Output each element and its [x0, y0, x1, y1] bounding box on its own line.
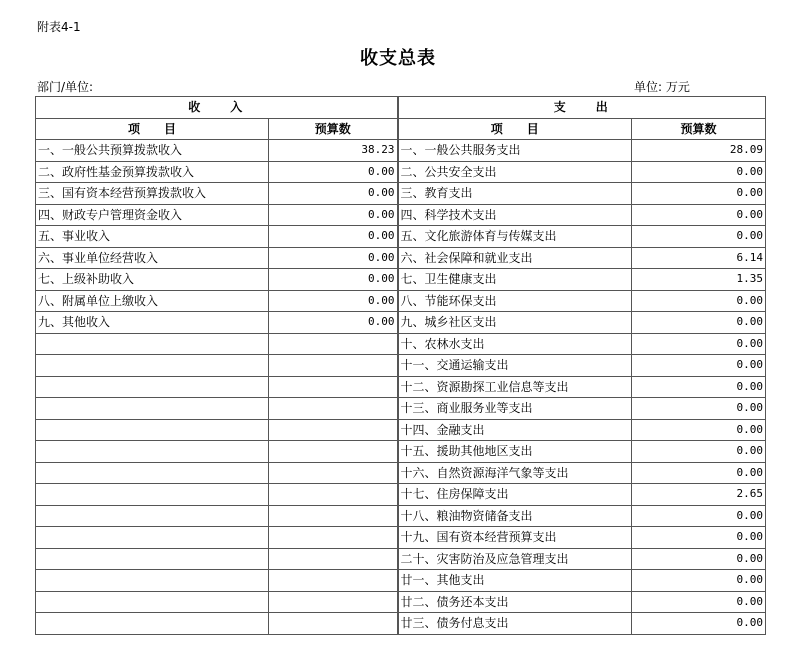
expense-value-cell: 0.00: [632, 419, 766, 441]
expense-value-cell: 0.00: [632, 161, 766, 183]
income-item-cell: [36, 505, 269, 527]
income-value-cell: [269, 376, 398, 398]
table-row: [36, 269, 766, 291]
table-row: [36, 355, 766, 377]
income-value-cell: [269, 462, 398, 484]
expense-item-cell: 二十、灾害防治及应急管理支出: [398, 548, 632, 570]
income-item-header: 项 目: [36, 118, 269, 140]
income-item-cell: 二、政府性基金预算拨款收入: [36, 161, 269, 183]
expense-value-cell: 0.00: [632, 204, 766, 226]
income-header: 收 入: [36, 97, 398, 119]
income-item-cell: 七、上级补助收入: [36, 269, 269, 291]
table-row: [36, 140, 766, 162]
expense-item-cell: 二、公共安全支出: [398, 161, 632, 183]
table-row: [36, 484, 766, 506]
income-value-cell: 0.00: [269, 226, 398, 248]
income-item-cell: [36, 462, 269, 484]
expense-item-cell: 八、节能环保支出: [398, 290, 632, 312]
expense-item-cell: 十一、交通运输支出: [398, 355, 632, 377]
expense-value-cell: 2.65: [632, 484, 766, 506]
income-item-cell: 五、事业收入: [36, 226, 269, 248]
income-item-cell: [36, 484, 269, 506]
expense-item-cell: 三、教育支出: [398, 183, 632, 205]
table-row: [36, 333, 766, 355]
expense-item-cell: 十、农林水支出: [398, 333, 632, 355]
expense-value-cell: 0.00: [632, 333, 766, 355]
expense-item-cell: 十三、商业服务业等支出: [398, 398, 632, 420]
expense-value-cell: 0.00: [632, 548, 766, 570]
expense-budget-header: 预算数: [632, 118, 766, 140]
income-item-cell: [36, 398, 269, 420]
income-item-cell: [36, 613, 269, 635]
income-item-cell: [36, 419, 269, 441]
table-row: [36, 312, 766, 334]
expense-value-cell: 0.00: [632, 591, 766, 613]
income-item-cell: 三、国有资本经营预算拨款收入: [36, 183, 269, 205]
income-value-cell: [269, 591, 398, 613]
table-row: [36, 441, 766, 463]
table-row: [36, 462, 766, 484]
expense-header: 支 出: [398, 97, 766, 119]
table-row: [36, 290, 766, 312]
expense-value-cell: 0.00: [632, 226, 766, 248]
table-row: [36, 247, 766, 269]
income-item-cell: [36, 441, 269, 463]
income-value-cell: [269, 484, 398, 506]
income-value-cell: [269, 527, 398, 549]
expense-item-cell: 十六、自然资源海洋气象等支出: [398, 462, 632, 484]
table-row: [36, 183, 766, 205]
income-item-cell: [36, 333, 269, 355]
expense-item-cell: 四、科学技术支出: [398, 204, 632, 226]
income-value-cell: 38.23: [269, 140, 398, 162]
income-budget-header: 预算数: [269, 118, 398, 140]
unit-label: 单位: 万元: [634, 80, 690, 94]
expense-item-cell: 九、城乡社区支出: [398, 312, 632, 334]
expense-item-cell: 十九、国有资本经营预算支出: [398, 527, 632, 549]
table-row: [36, 505, 766, 527]
page-title: 收支总表: [360, 48, 436, 69]
expense-value-cell: 6.14: [632, 247, 766, 269]
income-item-cell: 一、一般公共预算拨款收入: [36, 140, 269, 162]
income-value-cell: [269, 570, 398, 592]
income-value-cell: 0.00: [269, 247, 398, 269]
column-header-row: [36, 118, 766, 140]
income-item-cell: [36, 591, 269, 613]
income-value-cell: [269, 548, 398, 570]
table-row: [36, 591, 766, 613]
income-value-cell: 0.00: [269, 183, 398, 205]
expense-value-cell: 0.00: [632, 312, 766, 334]
expense-value-cell: 0.00: [632, 441, 766, 463]
expense-item-cell: 十五、援助其他地区支出: [398, 441, 632, 463]
expense-value-cell: 0.00: [632, 505, 766, 527]
income-value-cell: [269, 441, 398, 463]
expense-item-cell: 廿一、其他支出: [398, 570, 632, 592]
income-value-cell: [269, 613, 398, 635]
table-row: [36, 226, 766, 248]
table-row: [36, 376, 766, 398]
table-row: [36, 204, 766, 226]
expense-item-header: 项 目: [398, 118, 632, 140]
table-row: [36, 548, 766, 570]
income-item-cell: [36, 527, 269, 549]
table-row: [36, 419, 766, 441]
income-item-cell: [36, 570, 269, 592]
expense-value-cell: 0.00: [632, 462, 766, 484]
income-item-cell: 四、财政专户管理资金收入: [36, 204, 269, 226]
income-value-cell: [269, 398, 398, 420]
expense-item-cell: 十四、金融支出: [398, 419, 632, 441]
table-row: [36, 161, 766, 183]
table-row: [36, 613, 766, 635]
income-value-cell: [269, 419, 398, 441]
income-item-cell: [36, 548, 269, 570]
section-header-row: [36, 97, 766, 119]
expense-item-cell: 六、社会保障和就业支出: [398, 247, 632, 269]
income-value-cell: 0.00: [269, 161, 398, 183]
income-value-cell: [269, 333, 398, 355]
income-item-cell: 九、其他收入: [36, 312, 269, 334]
income-value-cell: [269, 505, 398, 527]
expense-item-cell: 五、文化旅游体育与传媒支出: [398, 226, 632, 248]
expense-value-cell: 0.00: [632, 183, 766, 205]
expense-item-cell: 廿三、债务付息支出: [398, 613, 632, 635]
attachment-label: 附表4-1: [37, 20, 81, 34]
expense-value-cell: 0.00: [632, 570, 766, 592]
expense-item-cell: 十二、资源勘探工业信息等支出: [398, 376, 632, 398]
expense-value-cell: 0.00: [632, 527, 766, 549]
income-value-cell: 0.00: [269, 290, 398, 312]
expense-value-cell: 28.09: [632, 140, 766, 162]
table-row: [36, 398, 766, 420]
expense-item-cell: 十八、粮油物资储备支出: [398, 505, 632, 527]
income-item-cell: 六、事业单位经营收入: [36, 247, 269, 269]
expense-item-cell: 七、卫生健康支出: [398, 269, 632, 291]
department-label: 部门/单位:: [37, 80, 94, 94]
income-item-cell: [36, 355, 269, 377]
table-row: [36, 527, 766, 549]
income-expense-table: [35, 96, 766, 635]
income-value-cell: 0.00: [269, 269, 398, 291]
income-value-cell: [269, 355, 398, 377]
income-value-cell: 0.00: [269, 312, 398, 334]
expense-value-cell: 0.00: [632, 376, 766, 398]
income-item-cell: 八、附属单位上缴收入: [36, 290, 269, 312]
income-value-cell: 0.00: [269, 204, 398, 226]
expense-item-cell: 十七、住房保障支出: [398, 484, 632, 506]
expense-value-cell: 1.35: [632, 269, 766, 291]
expense-item-cell: 廿二、债务还本支出: [398, 591, 632, 613]
expense-value-cell: 0.00: [632, 290, 766, 312]
expense-value-cell: 0.00: [632, 355, 766, 377]
expense-value-cell: 0.00: [632, 398, 766, 420]
expense-value-cell: 0.00: [632, 613, 766, 635]
income-item-cell: [36, 376, 269, 398]
expense-item-cell: 一、一般公共服务支出: [398, 140, 632, 162]
table-row: [36, 570, 766, 592]
